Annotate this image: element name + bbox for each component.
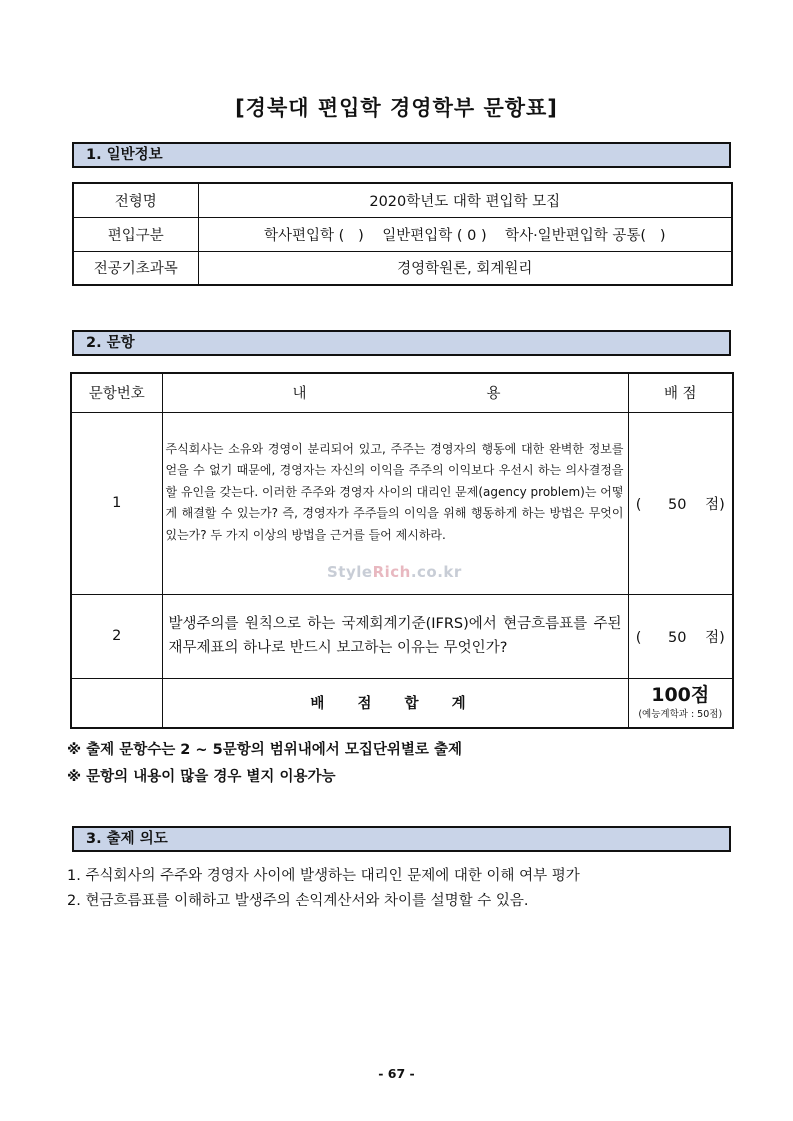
header-content-right: 용 (486, 386, 501, 403)
document-title: [경북대 편입학 경영학부 문항표] (235, 96, 558, 120)
header-content-left: 내 (292, 386, 307, 403)
total-empty-cell (71, 678, 162, 728)
intent-item: 2. 현금흐름표를 이해하고 발생주의 손익계산서와 차이를 설명할 수 있음. (67, 893, 529, 909)
score-unit: 점) (705, 629, 725, 646)
table-header-row (71, 373, 733, 412)
header-content (162, 373, 628, 412)
question-score (628, 412, 733, 594)
info-value-transfer-type: 학사편입학 ( ) 일반편입학 ( 0 ) 학사·일반편입학 공통( ) (198, 217, 732, 251)
header-score: 배 점 (628, 373, 733, 412)
page-number: - 67 - (378, 1066, 415, 1081)
table-row (73, 183, 732, 217)
question-number: 1 (71, 412, 162, 594)
total-note: (예능계학과 : 50점) (638, 708, 723, 720)
section-questions-heading: 2. 문항 (72, 330, 731, 356)
total-value: 100점 (651, 684, 710, 707)
total-score (628, 678, 733, 728)
header-question-number: 문항번호 (71, 373, 162, 412)
info-label-transfer-type: 편입구분 (73, 217, 198, 251)
questions-table (70, 372, 734, 729)
table-row (73, 251, 732, 285)
general-info-table (72, 182, 733, 286)
score-value: 50 (668, 629, 687, 646)
question-number: 2 (71, 594, 162, 678)
section-intent-heading: 3. 출제 의도 (72, 826, 731, 852)
question-content (162, 594, 628, 678)
info-value-subjects: 경영학원론, 회계원리 (198, 251, 732, 285)
total-label: 배 점 합 계 (162, 678, 628, 728)
table-row (71, 594, 733, 678)
note-question-count: ※ 출제 문항수는 2 ~ 5문항의 범위내에서 모집단위별로 출제 (67, 742, 462, 758)
info-label-subjects: 전공기초과목 (73, 251, 198, 285)
watermark-part: Rich (372, 563, 411, 581)
watermark-part: Style (327, 563, 373, 581)
info-label-admission-type: 전형명 (73, 183, 198, 217)
score-unit: 점) (705, 496, 725, 513)
intent-item: 1. 주식회사의 주주와 경영자 사이에 발생하는 대리인 문제에 대한 이해 여부 평가 (67, 868, 580, 884)
question-text: 주식회사는 소유와 경영이 분리되어 있고, 주주는 경영자의 행동에 대한 완벽한 정보를 얻을 수 없기 때문에, 경영자는 자신의 이익을 주주의 이익보다 우선시 하는 의사결정을 할 유인을 갖는다. 이러한 주주와 경영자 사이의 대리인 문제(agency problem)는 어떻게 해결할 수 있는가? 즉, 경영자가 주주들의 이익을 위해 행동하게 하는 방법은 무엇이 있는가? 두 가지 이상의 방법을 근거를 들어 제시하라. (165, 441, 624, 542)
section-general-info-heading: 1. 일반정보 (72, 142, 731, 168)
note-extra-sheet: ※ 문항의 내용이 많을 경우 별지 이용가능 (67, 769, 336, 785)
score-paren: ( (635, 629, 642, 646)
watermark-part: .co.kr (410, 563, 462, 581)
total-row (71, 678, 733, 728)
question-score (628, 594, 733, 678)
table-row (73, 217, 732, 251)
score-paren: ( (635, 496, 642, 513)
info-value-admission-type: 2020학년도 대학 편입학 모집 (198, 183, 732, 217)
question-text: 발생주의를 원칙으로 하는 국제회계기준(IFRS)에서 현금흐름표를 주된 재무제표의 하나로 반드시 보고하는 이유는 무엇인가? (168, 616, 622, 656)
watermark (327, 563, 462, 581)
score-value: 50 (668, 496, 687, 513)
